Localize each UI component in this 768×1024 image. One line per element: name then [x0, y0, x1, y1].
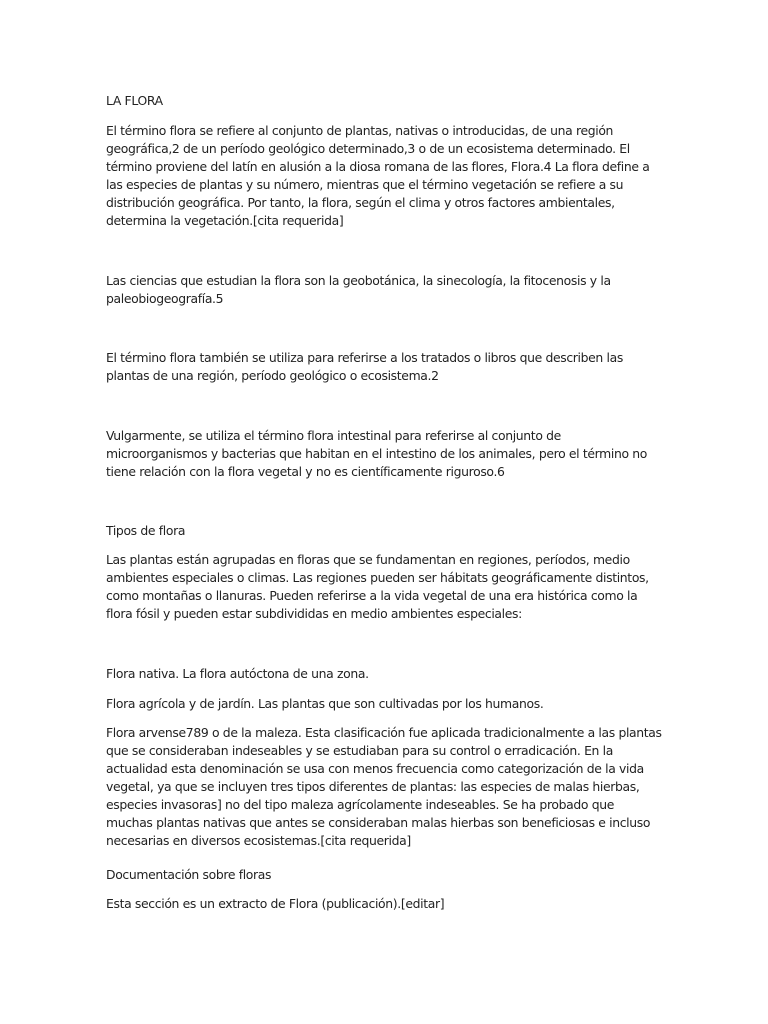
paragraph-tipos: Las plantas están agrupadas en floras que se fundamentan en regiones, períodos, medio ambientes especiales o climas. Las regiones pueden ser hábitats geográficamente distintos, como montañas o llanuras. Pueden referirse a la vida vegetal de una era histórica como la flora fósil y pueden estar subdivididas en medio ambientes especiales: [106, 552, 649, 621]
section-heading-tipos: Tipos de flora [106, 523, 186, 538]
paragraph-intro: El término flora se refiere al conjunto de plantas, nativas o introducidas, de una región geográfica,2 de un período geológico determinado,3 o de un ecosistema determinado. El término proviene del latín en alusión a la diosa romana de las flores, Flora.4 La flora define a las especies de plantas y su número, mientras que el término vegetación se refiere a su distribución geográfica. Por tanto, la flora, según el clima y otros factores ambientales, determina la vegetación.[cita requerida] [106, 123, 650, 228]
paragraph-extracto: Esta sección es un extracto de Flora (publicación).[editar] [106, 896, 445, 911]
paragraph-ciencias: Las ciencias que estudian la flora son la geobotánica, la sinecología, la fitocenosis y la paleobiogeografía.5 [106, 273, 611, 306]
section-heading-documentacion: Documentación sobre floras [106, 867, 272, 882]
document-title: LA FLORA [106, 93, 163, 108]
paragraph-tratados: El término flora también se utiliza para referirse a los tratados o libros que describen las plantas de una región, período geológico o ecosistema.2 [106, 350, 623, 383]
paragraph-flora-intestinal: Vulgarmente, se utiliza el término flora intestinal para referirse al conjunto de microorganismos y bacterias que habitan en el intestino de los animales, pero el término no tiene relación con la flora vegetal y no es científicamente riguroso.6 [106, 428, 648, 479]
list-item-flora-agricola: Flora agrícola y de jardín. Las plantas que son cultivadas por los humanos. [106, 696, 544, 711]
list-item-flora-arvense: Flora arvense789 o de la maleza. Esta clasificación fue aplicada tradicionalmente a las plantas que se consideraban indeseables y se estudiaban para su control o erradicación. En la actualidad esta denominación se usa con menos frecuencia como categorización de la vida vegetal, ya que se incluyen tres tipos diferentes de plantas: las especies de malas hierbas, especies invasoras] no del tipo maleza agrícolamente indeseables. Se ha probado que muchas plantas nativas que antes se consideraban malas hierbas son beneficiosas e incluso necesarias en diversos ecosistemas.[cita requerida] [106, 725, 662, 848]
list-item-flora-nativa: Flora nativa. La flora autóctona de una zona. [106, 666, 369, 681]
